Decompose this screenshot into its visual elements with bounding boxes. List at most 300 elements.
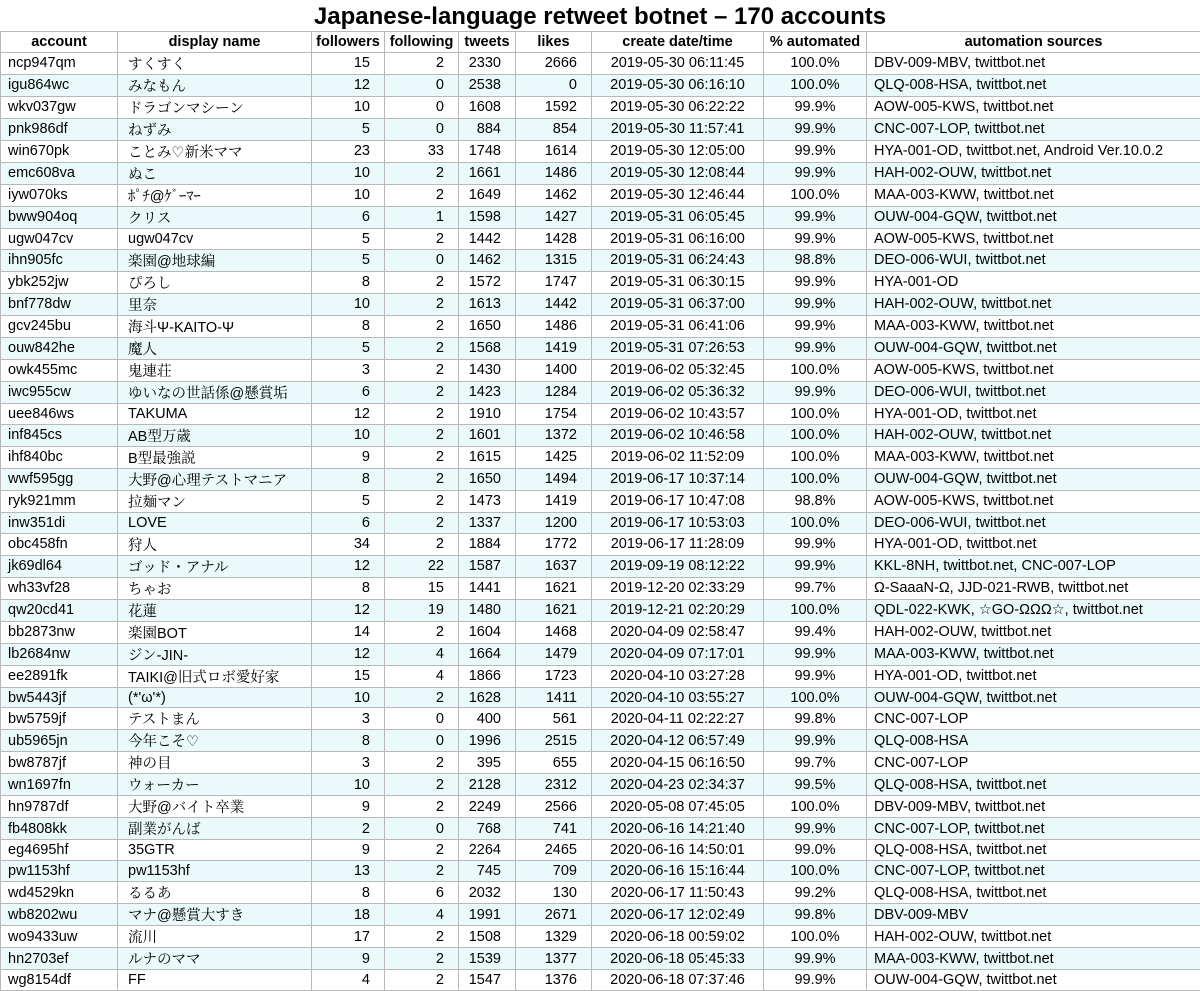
followers-cell: 9 xyxy=(312,446,385,468)
following-cell: 15 xyxy=(385,577,459,599)
following-cell: 2 xyxy=(385,184,459,206)
account-cell: inw351di xyxy=(1,512,118,533)
tweets-cell: 1480 xyxy=(459,599,516,621)
followers-cell: 12 xyxy=(312,74,385,96)
following-cell: 0 xyxy=(385,96,459,118)
percent-automated-cell: 99.9% xyxy=(764,206,867,228)
table-row xyxy=(1,730,1200,752)
percent-automated-cell: 99.9% xyxy=(764,533,867,555)
followers-cell: 10 xyxy=(312,687,385,708)
following-cell: 22 xyxy=(385,555,459,577)
tweets-cell: 2330 xyxy=(459,52,516,74)
table-row xyxy=(1,708,1200,730)
table-row xyxy=(1,774,1200,796)
column-header-likes: likes xyxy=(516,32,592,53)
tweets-cell: 1423 xyxy=(459,381,516,403)
create-date-cell: 2019-05-30 11:57:41 xyxy=(592,118,764,140)
account-cell: ihf840bc xyxy=(1,446,118,468)
followers-cell: 2 xyxy=(312,818,385,840)
display-name-cell: 花蓮 xyxy=(118,599,312,621)
likes-cell: 2671 xyxy=(516,904,592,926)
likes-cell: 1419 xyxy=(516,490,592,512)
tweets-cell: 1601 xyxy=(459,424,516,446)
following-cell: 6 xyxy=(385,882,459,904)
automation-sources-cell: HAH-002-OUW, twittbot.net xyxy=(867,621,1200,643)
account-cell: ugw047cv xyxy=(1,228,118,249)
tweets-cell: 2264 xyxy=(459,840,516,861)
followers-cell: 34 xyxy=(312,533,385,555)
display-name-cell: AB型万歳 xyxy=(118,424,312,446)
percent-automated-cell: 99.9% xyxy=(764,118,867,140)
column-header-percent-automated: % automated xyxy=(764,32,867,53)
display-name-cell: ぬこ xyxy=(118,162,312,184)
account-cell: wn1697fn xyxy=(1,774,118,796)
create-date-cell: 2020-06-18 00:59:02 xyxy=(592,926,764,948)
create-date-cell: 2020-05-08 07:45:05 xyxy=(592,796,764,818)
automation-sources-cell: OUW-004-GQW, twittbot.net xyxy=(867,970,1200,991)
percent-automated-cell: 99.9% xyxy=(764,271,867,293)
automation-sources-cell: AOW-005-KWS, twittbot.net xyxy=(867,490,1200,512)
table-row xyxy=(1,162,1200,184)
automation-sources-cell: AOW-005-KWS, twittbot.net xyxy=(867,96,1200,118)
likes-cell: 1377 xyxy=(516,948,592,970)
account-cell: wo9433uw xyxy=(1,926,118,948)
account-cell: ouw842he xyxy=(1,337,118,359)
percent-automated-cell: 100.0% xyxy=(764,74,867,96)
account-cell: ybk252jw xyxy=(1,271,118,293)
automation-sources-cell: MAA-003-KWW, twittbot.net xyxy=(867,643,1200,665)
followers-cell: 8 xyxy=(312,882,385,904)
followers-cell: 10 xyxy=(312,162,385,184)
display-name-cell: B型最強説 xyxy=(118,446,312,468)
percent-automated-cell: 100.0% xyxy=(764,468,867,490)
following-cell: 2 xyxy=(385,381,459,403)
following-cell: 0 xyxy=(385,249,459,271)
table-row xyxy=(1,228,1200,249)
following-cell: 2 xyxy=(385,621,459,643)
likes-cell: 1315 xyxy=(516,249,592,271)
table-row xyxy=(1,140,1200,162)
percent-automated-cell: 100.0% xyxy=(764,403,867,424)
automation-sources-cell: QLQ-008-HSA, twittbot.net xyxy=(867,840,1200,861)
followers-cell: 15 xyxy=(312,52,385,74)
display-name-cell: 拉麺マン xyxy=(118,490,312,512)
create-date-cell: 2019-06-17 10:37:14 xyxy=(592,468,764,490)
percent-automated-cell: 99.9% xyxy=(764,665,867,687)
table-row xyxy=(1,904,1200,926)
percent-automated-cell: 100.0% xyxy=(764,687,867,708)
create-date-cell: 2019-05-31 06:41:06 xyxy=(592,315,764,337)
likes-cell: 1200 xyxy=(516,512,592,533)
display-name-cell: ﾎﾟﾁ@ｹﾞｰﾏｰ xyxy=(118,184,312,206)
followers-cell: 10 xyxy=(312,424,385,446)
create-date-cell: 2019-06-02 10:43:57 xyxy=(592,403,764,424)
percent-automated-cell: 99.9% xyxy=(764,315,867,337)
likes-cell: 1419 xyxy=(516,337,592,359)
automation-sources-cell: DBV-009-MBV xyxy=(867,904,1200,926)
likes-cell: 130 xyxy=(516,882,592,904)
tweets-cell: 1473 xyxy=(459,490,516,512)
table-row xyxy=(1,882,1200,904)
tweets-cell: 400 xyxy=(459,708,516,730)
followers-cell: 6 xyxy=(312,381,385,403)
following-cell: 2 xyxy=(385,162,459,184)
column-header-display-name: display name xyxy=(118,32,312,53)
likes-cell: 1637 xyxy=(516,555,592,577)
percent-automated-cell: 99.7% xyxy=(764,577,867,599)
followers-cell: 9 xyxy=(312,796,385,818)
followers-cell: 10 xyxy=(312,293,385,315)
automation-sources-cell: MAA-003-KWW, twittbot.net xyxy=(867,446,1200,468)
display-name-cell: クリス xyxy=(118,206,312,228)
table-row xyxy=(1,184,1200,206)
percent-automated-cell: 98.8% xyxy=(764,490,867,512)
likes-cell: 561 xyxy=(516,708,592,730)
tweets-cell: 1996 xyxy=(459,730,516,752)
account-cell: owk455mc xyxy=(1,359,118,381)
automation-sources-cell: QDL-022-KWK, ☆GO-ΩΩΩ☆, twittbot.net xyxy=(867,599,1200,621)
automation-sources-cell: CNC-007-LOP, twittbot.net xyxy=(867,861,1200,882)
create-date-cell: 2020-06-17 12:02:49 xyxy=(592,904,764,926)
account-cell: wh33vf28 xyxy=(1,577,118,599)
tweets-cell: 1604 xyxy=(459,621,516,643)
following-cell: 1 xyxy=(385,206,459,228)
table-row xyxy=(1,271,1200,293)
following-cell: 0 xyxy=(385,118,459,140)
percent-automated-cell: 99.5% xyxy=(764,774,867,796)
likes-cell: 2666 xyxy=(516,52,592,74)
tweets-cell: 1866 xyxy=(459,665,516,687)
percent-automated-cell: 99.9% xyxy=(764,162,867,184)
likes-cell: 655 xyxy=(516,752,592,774)
display-name-cell: ねずみ xyxy=(118,118,312,140)
percent-automated-cell: 100.0% xyxy=(764,52,867,74)
percent-automated-cell: 99.9% xyxy=(764,970,867,991)
table-row xyxy=(1,359,1200,381)
percent-automated-cell: 99.0% xyxy=(764,840,867,861)
following-cell: 4 xyxy=(385,904,459,926)
followers-cell: 9 xyxy=(312,948,385,970)
create-date-cell: 2019-06-17 11:28:09 xyxy=(592,533,764,555)
account-cell: pw1153hf xyxy=(1,861,118,882)
following-cell: 2 xyxy=(385,293,459,315)
tweets-cell: 2032 xyxy=(459,882,516,904)
table-row xyxy=(1,206,1200,228)
followers-cell: 8 xyxy=(312,730,385,752)
following-cell: 2 xyxy=(385,446,459,468)
automation-sources-cell: QLQ-008-HSA xyxy=(867,730,1200,752)
table-row xyxy=(1,577,1200,599)
automation-sources-cell: HAH-002-OUW, twittbot.net xyxy=(867,162,1200,184)
tweets-cell: 1748 xyxy=(459,140,516,162)
display-name-cell: ことみ♡新米ママ xyxy=(118,140,312,162)
tweets-cell: 1508 xyxy=(459,926,516,948)
create-date-cell: 2019-06-02 11:52:09 xyxy=(592,446,764,468)
display-name-cell: 楽園BOT xyxy=(118,621,312,643)
likes-cell: 1427 xyxy=(516,206,592,228)
likes-cell: 1723 xyxy=(516,665,592,687)
percent-automated-cell: 99.2% xyxy=(764,882,867,904)
create-date-cell: 2020-04-10 03:27:28 xyxy=(592,665,764,687)
likes-cell: 1747 xyxy=(516,271,592,293)
followers-cell: 3 xyxy=(312,359,385,381)
followers-cell: 10 xyxy=(312,96,385,118)
automation-sources-cell: HYA-001-OD, twittbot.net xyxy=(867,533,1200,555)
tweets-cell: 2249 xyxy=(459,796,516,818)
following-cell: 2 xyxy=(385,533,459,555)
tweets-cell: 1661 xyxy=(459,162,516,184)
automation-sources-cell: CNC-007-LOP, twittbot.net xyxy=(867,818,1200,840)
account-cell: pnk986df xyxy=(1,118,118,140)
display-name-cell: ジン-JIN- xyxy=(118,643,312,665)
percent-automated-cell: 100.0% xyxy=(764,424,867,446)
followers-cell: 5 xyxy=(312,249,385,271)
tweets-cell: 1664 xyxy=(459,643,516,665)
followers-cell: 5 xyxy=(312,228,385,249)
table-row xyxy=(1,555,1200,577)
likes-cell: 1428 xyxy=(516,228,592,249)
tweets-cell: 1441 xyxy=(459,577,516,599)
likes-cell: 1400 xyxy=(516,359,592,381)
following-cell: 2 xyxy=(385,774,459,796)
likes-cell: 1425 xyxy=(516,446,592,468)
following-cell: 2 xyxy=(385,228,459,249)
percent-automated-cell: 100.0% xyxy=(764,184,867,206)
tweets-cell: 1991 xyxy=(459,904,516,926)
percent-automated-cell: 100.0% xyxy=(764,861,867,882)
likes-cell: 2465 xyxy=(516,840,592,861)
likes-cell: 1621 xyxy=(516,577,592,599)
display-name-cell: 海斗Ψ-KAITO-Ψ xyxy=(118,315,312,337)
account-cell: qw20cd41 xyxy=(1,599,118,621)
tweets-cell: 1608 xyxy=(459,96,516,118)
following-cell: 2 xyxy=(385,970,459,991)
account-cell: wkv037gw xyxy=(1,96,118,118)
display-name-cell: 魔人 xyxy=(118,337,312,359)
automation-sources-cell: DEO-006-WUI, twittbot.net xyxy=(867,381,1200,403)
tweets-cell: 395 xyxy=(459,752,516,774)
followers-cell: 10 xyxy=(312,774,385,796)
display-name-cell: ゴッド・アナル xyxy=(118,555,312,577)
following-cell: 19 xyxy=(385,599,459,621)
following-cell: 0 xyxy=(385,74,459,96)
percent-automated-cell: 99.7% xyxy=(764,752,867,774)
following-cell: 4 xyxy=(385,665,459,687)
followers-cell: 13 xyxy=(312,861,385,882)
account-cell: bw8787jf xyxy=(1,752,118,774)
followers-cell: 23 xyxy=(312,140,385,162)
likes-cell: 1772 xyxy=(516,533,592,555)
create-date-cell: 2019-05-31 06:16:00 xyxy=(592,228,764,249)
table-row xyxy=(1,118,1200,140)
display-name-cell: ちゃお xyxy=(118,577,312,599)
likes-cell: 2312 xyxy=(516,774,592,796)
create-date-cell: 2020-06-16 14:21:40 xyxy=(592,818,764,840)
likes-cell: 0 xyxy=(516,74,592,96)
display-name-cell: 鬼連荘 xyxy=(118,359,312,381)
create-date-cell: 2020-04-15 06:16:50 xyxy=(592,752,764,774)
create-date-cell: 2019-05-30 06:16:10 xyxy=(592,74,764,96)
display-name-cell: ルナのママ xyxy=(118,948,312,970)
likes-cell: 1592 xyxy=(516,96,592,118)
percent-automated-cell: 100.0% xyxy=(764,512,867,533)
automation-sources-cell: HAH-002-OUW, twittbot.net xyxy=(867,424,1200,446)
tweets-cell: 745 xyxy=(459,861,516,882)
percent-automated-cell: 99.9% xyxy=(764,381,867,403)
followers-cell: 5 xyxy=(312,337,385,359)
column-header-followers: followers xyxy=(312,32,385,53)
table-row xyxy=(1,381,1200,403)
display-name-cell: ugw047cv xyxy=(118,228,312,249)
display-name-cell: 神の目 xyxy=(118,752,312,774)
likes-cell: 1479 xyxy=(516,643,592,665)
table-row xyxy=(1,818,1200,840)
account-cell: bww904oq xyxy=(1,206,118,228)
table-row xyxy=(1,926,1200,948)
percent-automated-cell: 99.9% xyxy=(764,643,867,665)
table-row xyxy=(1,249,1200,271)
account-cell: win670pk xyxy=(1,140,118,162)
tweets-cell: 1650 xyxy=(459,468,516,490)
account-cell: igu864wc xyxy=(1,74,118,96)
table-row xyxy=(1,337,1200,359)
automation-sources-cell: HYA-001-OD, twittbot.net, Android Ver.10.0.2 xyxy=(867,140,1200,162)
likes-cell: 854 xyxy=(516,118,592,140)
display-name-cell: マナ@懸賞大すき xyxy=(118,904,312,926)
display-name-cell: テストまん xyxy=(118,708,312,730)
tweets-cell: 1910 xyxy=(459,403,516,424)
table-row xyxy=(1,643,1200,665)
likes-cell: 1494 xyxy=(516,468,592,490)
followers-cell: 4 xyxy=(312,970,385,991)
create-date-cell: 2019-12-20 02:33:29 xyxy=(592,577,764,599)
automation-sources-cell: OUW-004-GQW, twittbot.net xyxy=(867,206,1200,228)
likes-cell: 1462 xyxy=(516,184,592,206)
column-header-following: following xyxy=(385,32,459,53)
followers-cell: 15 xyxy=(312,665,385,687)
tweets-cell: 884 xyxy=(459,118,516,140)
tweets-cell: 1613 xyxy=(459,293,516,315)
table-row xyxy=(1,74,1200,96)
likes-cell: 1442 xyxy=(516,293,592,315)
display-name-cell: ドラゴンマシーン xyxy=(118,96,312,118)
followers-cell: 12 xyxy=(312,403,385,424)
display-name-cell: 狩人 xyxy=(118,533,312,555)
following-cell: 2 xyxy=(385,861,459,882)
table-row xyxy=(1,512,1200,533)
following-cell: 2 xyxy=(385,52,459,74)
display-name-cell: ウォーカー xyxy=(118,774,312,796)
account-cell: lb2684nw xyxy=(1,643,118,665)
followers-cell: 12 xyxy=(312,643,385,665)
display-name-cell: (*'ω'*) xyxy=(118,687,312,708)
percent-automated-cell: 99.4% xyxy=(764,621,867,643)
table-row xyxy=(1,315,1200,337)
account-cell: wg8154df xyxy=(1,970,118,991)
create-date-cell: 2019-05-31 06:30:15 xyxy=(592,271,764,293)
followers-cell: 5 xyxy=(312,490,385,512)
table-row xyxy=(1,840,1200,861)
create-date-cell: 2019-06-02 10:46:58 xyxy=(592,424,764,446)
table-row xyxy=(1,533,1200,555)
account-cell: hn2703ef xyxy=(1,948,118,970)
automation-sources-cell: Ω-SaaaN-Ω, JJD-021-RWB, twittbot.net xyxy=(867,577,1200,599)
account-cell: wb8202wu xyxy=(1,904,118,926)
followers-cell: 6 xyxy=(312,206,385,228)
create-date-cell: 2019-12-21 02:20:29 xyxy=(592,599,764,621)
account-cell: iwc955cw xyxy=(1,381,118,403)
account-cell: iyw070ks xyxy=(1,184,118,206)
automation-sources-cell: HAH-002-OUW, twittbot.net xyxy=(867,926,1200,948)
create-date-cell: 2020-04-09 07:17:01 xyxy=(592,643,764,665)
create-date-cell: 2020-06-16 15:16:44 xyxy=(592,861,764,882)
create-date-cell: 2019-05-30 12:05:00 xyxy=(592,140,764,162)
display-name-cell: 流川 xyxy=(118,926,312,948)
account-cell: emc608va xyxy=(1,162,118,184)
create-date-cell: 2020-06-16 14:50:01 xyxy=(592,840,764,861)
create-date-cell: 2020-06-17 11:50:43 xyxy=(592,882,764,904)
likes-cell: 1468 xyxy=(516,621,592,643)
account-cell: wwf595gg xyxy=(1,468,118,490)
automation-sources-cell: OUW-004-GQW, twittbot.net xyxy=(867,468,1200,490)
display-name-cell: 副業がんば xyxy=(118,818,312,840)
likes-cell: 1486 xyxy=(516,162,592,184)
create-date-cell: 2020-04-12 06:57:49 xyxy=(592,730,764,752)
following-cell: 0 xyxy=(385,818,459,840)
percent-automated-cell: 99.9% xyxy=(764,555,867,577)
tweets-cell: 1598 xyxy=(459,206,516,228)
display-name-cell: みなもん xyxy=(118,74,312,96)
percent-automated-cell: 99.9% xyxy=(764,818,867,840)
following-cell: 2 xyxy=(385,468,459,490)
create-date-cell: 2019-06-02 05:36:32 xyxy=(592,381,764,403)
create-date-cell: 2019-05-31 06:37:00 xyxy=(592,293,764,315)
account-cell: obc458fn xyxy=(1,533,118,555)
account-cell: bnf778dw xyxy=(1,293,118,315)
following-cell: 2 xyxy=(385,315,459,337)
create-date-cell: 2020-06-18 05:45:33 xyxy=(592,948,764,970)
following-cell: 0 xyxy=(385,730,459,752)
account-cell: eg4695hf xyxy=(1,840,118,861)
column-header-tweets: tweets xyxy=(459,32,516,53)
percent-automated-cell: 100.0% xyxy=(764,446,867,468)
likes-cell: 1329 xyxy=(516,926,592,948)
table-row xyxy=(1,752,1200,774)
create-date-cell: 2019-05-30 12:08:44 xyxy=(592,162,764,184)
table-row xyxy=(1,948,1200,970)
table-row xyxy=(1,665,1200,687)
followers-cell: 14 xyxy=(312,621,385,643)
account-cell: jk69dl64 xyxy=(1,555,118,577)
following-cell: 2 xyxy=(385,840,459,861)
display-name-cell: 35GTR xyxy=(118,840,312,861)
header-row xyxy=(1,32,1200,53)
automation-sources-cell: QLQ-008-HSA, twittbot.net xyxy=(867,774,1200,796)
followers-cell: 17 xyxy=(312,926,385,948)
create-date-cell: 2019-05-30 12:46:44 xyxy=(592,184,764,206)
create-date-cell: 2020-04-09 02:58:47 xyxy=(592,621,764,643)
table-row xyxy=(1,490,1200,512)
following-cell: 2 xyxy=(385,359,459,381)
likes-cell: 2515 xyxy=(516,730,592,752)
likes-cell: 1372 xyxy=(516,424,592,446)
likes-cell: 1376 xyxy=(516,970,592,991)
automation-sources-cell: QLQ-008-HSA, twittbot.net xyxy=(867,882,1200,904)
percent-automated-cell: 100.0% xyxy=(764,796,867,818)
display-name-cell: 里奈 xyxy=(118,293,312,315)
display-name-cell: ゆいなの世話係@懸賞垢 xyxy=(118,381,312,403)
followers-cell: 12 xyxy=(312,599,385,621)
